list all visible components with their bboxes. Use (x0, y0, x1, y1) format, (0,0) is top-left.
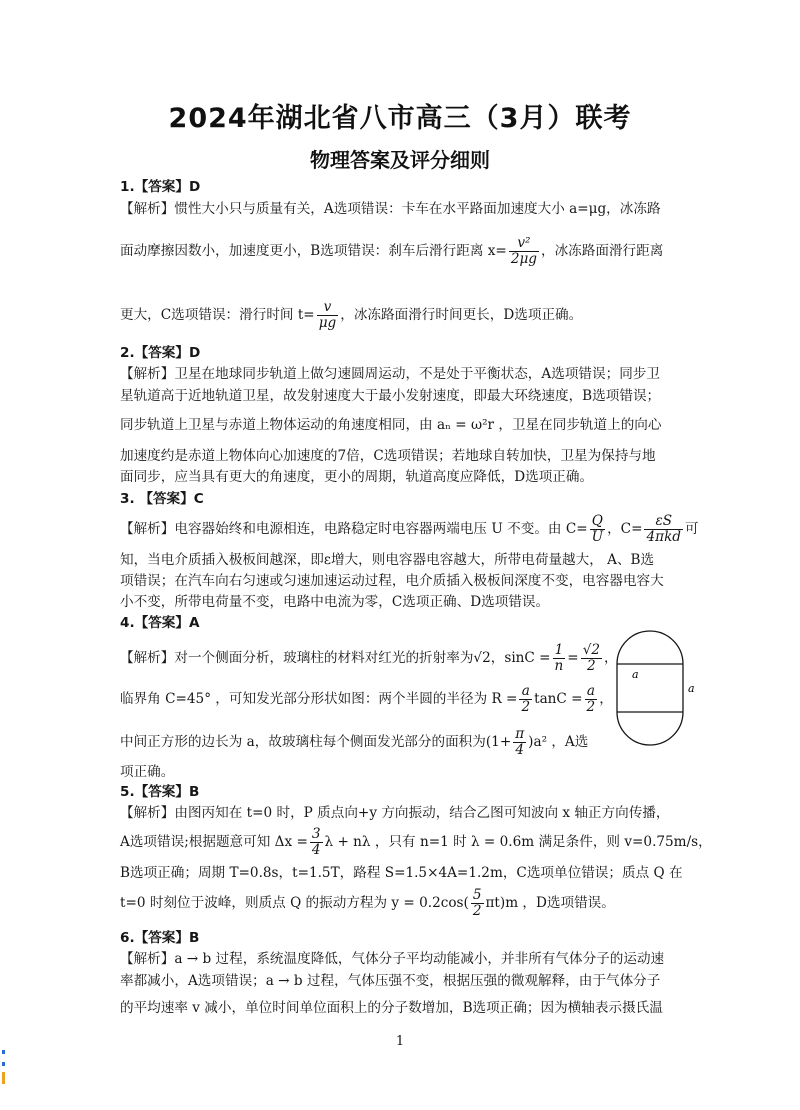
q4-area-fraction (513, 727, 526, 758)
q5-line-1: 【解析】由图丙知在 t=0 时，P 质点向+y 方向振动，结合乙图可知波向 x 轴正方向传播， (120, 805, 670, 821)
q2-line-2: 星轨道高于近地轨道卫星，故发射速度大于最小发射速度，即最大环绕速度，B选项错误； (120, 388, 661, 404)
fraction-denominator: 4πkd (646, 529, 682, 545)
fraction-numerator: a (519, 684, 532, 700)
fraction-numerator: a (585, 684, 598, 700)
q3-line-4: 小不变，所带电荷量不变，电路中电流为零，C选项正确、D选项错误。 (120, 594, 550, 610)
q3-capacitance-fraction (590, 514, 605, 545)
fraction-numerator: v² (509, 236, 539, 252)
edge-mark-blue (2, 1050, 5, 1054)
fraction-denominator: n (554, 658, 564, 674)
q4-line-2-text-a: 临界角 C=45° ，可知发光部分形状如图：两个半圆的半径为 R = (120, 691, 518, 707)
fraction-denominator: 4 (311, 842, 321, 858)
fraction-denominator: 2 (521, 699, 531, 715)
q4-sin-fraction-b (581, 643, 602, 674)
q3-line-1 (120, 514, 699, 545)
q3-line-2: 知，当电介质插入极板间越深，即ε增大，则电容器电容越大，所带电荷量越大， A、B选 (120, 552, 655, 568)
q5-line-4 (120, 888, 615, 919)
fraction-numerator: 3 (311, 826, 321, 842)
page-subtitle: 物理答案及评分细则 (310, 148, 490, 172)
q4-line-3-text-a: 中间正方形的边长为 a，故玻璃柱每个侧面发光部分的面积为(1+ (120, 734, 512, 750)
q2-line-1: 【解析】卫星在地球同步轨道上做匀速圆周运动，不是处于平衡状态，A选项错误；同步卫 (120, 366, 660, 382)
q5-line-3: B选项正确；周期 T=0.8s，t=1.5T，路程 S=1.5×4A=1.2m，C选项单位错误；质点 Q 在 (120, 865, 683, 881)
q3-line-1-text-a: 【解析】电容器始终和电源相连，电路稳定时电容器两端电压 U 不变。由 C= (120, 521, 588, 537)
edge-mark-blue (2, 1062, 5, 1066)
fraction-numerator: v (317, 300, 339, 316)
q5-line-2-text-a: A选项错误;根据题意可知 Δx = (120, 834, 308, 850)
fraction-denominator: μg (318, 315, 337, 331)
q4-line-3-text-b: )a² ，A选 (528, 734, 589, 750)
page-number: 1 (395, 1034, 405, 1049)
q6-line-1: 【解析】a → b 过程，系统温度降低，气体分子平均动能减小，并非所有气体分子的运动速 (120, 951, 665, 967)
q1-answer: 1.【答案】D (120, 179, 201, 195)
q1-line-3-text-a: 更大，C选项错误：滑行时间 t= (120, 307, 315, 323)
page-title: 2024年湖北省八市高三（3月）联考 (168, 103, 632, 134)
q3-line-3: 项错误；在汽车向右匀速或匀速加速运动过程，电介质插入极板间深度不变，电容器电容大 (120, 573, 664, 589)
q5-line-4-text-a: t=0 时刻位于波峰，则质点 Q 的振动方程为 y = 0.2cos( (120, 895, 469, 911)
q4-line-1 (120, 643, 618, 674)
q1-line-3-text-b: ，冰冻路面滑行时间更长，D选项正确。 (340, 307, 583, 323)
q5-phase-fraction (471, 888, 484, 919)
fraction-denominator: 2 (472, 903, 482, 919)
q6-answer: 6.【答案】B (120, 930, 200, 946)
figure-label-inner: a (632, 668, 639, 681)
q1-line-2-text-a: 面动摩擦因数小，加速度更小，B选项错误：刹车后滑行距离 x= (120, 243, 507, 259)
q5-line-4-text-b: πt)m ，D选项错误。 (485, 895, 615, 911)
q1-line-2 (120, 236, 663, 267)
figure-label-outer: a (688, 682, 695, 695)
q5-line-2 (120, 827, 712, 858)
q5-line-2-text-b: λ + nλ ，只有 n=1 时 λ = 0.6m 满足条件，则 v=0.75m/s， (324, 834, 712, 850)
q2-line-4: 加速度约是赤道上物体向心加速度的7倍，C选项错误；若地球自转加快，卫星为保持与地 (120, 448, 656, 464)
q4-line-4: 项正确。 (120, 764, 175, 780)
q3-plate-capacitor-fraction (644, 514, 683, 545)
q4-glow-shape-figure (612, 624, 702, 754)
fraction-numerator: 5 (472, 887, 482, 903)
q3-line-1-text-c: 可 (685, 521, 699, 537)
q1-distance-fraction (509, 236, 539, 267)
q5-wave-fraction (310, 827, 323, 858)
fraction-numerator: εS (644, 514, 683, 530)
q6-line-2: 率都减小，A选项错误；a → b 过程，气体压强不变，根据压强的微观解释，由于气体分子 (120, 973, 661, 989)
q1-time-fraction (317, 300, 339, 331)
edge-mark-orange (2, 1072, 5, 1084)
q4-line-3 (120, 727, 588, 758)
q4-line-1-text-b: = (567, 650, 579, 666)
q4-line-2-text-c: ， (599, 691, 613, 707)
fraction-denominator: 4 (515, 742, 525, 758)
q6-line-3: 的平均速率 v 减小，单位时间单位面积上的分子数增加，B选项正确；因为横轴表示摄氏温 (120, 1000, 663, 1016)
q4-line-1-text-c: ， (604, 650, 618, 666)
q3-line-1-text-b: ，C= (607, 521, 643, 537)
fraction-numerator: Q (590, 514, 605, 530)
fraction-denominator: U (591, 529, 604, 545)
fraction-numerator: √2 (582, 642, 600, 658)
q2-line-3: 同步轨道上卫星与赤道上物体运动的角速度相同，由 aₙ = ω²r ，卫星在同步轨道上的向心 (120, 417, 662, 433)
q2-answer: 2.【答案】D (120, 345, 201, 361)
stadium-outline (617, 631, 683, 745)
fraction-denominator: 2 (586, 699, 596, 715)
q4-radius-fraction-b (585, 684, 598, 715)
q3-answer: 3. 【答案】C (120, 491, 204, 507)
q4-line-2 (120, 684, 613, 715)
fraction-denominator: 2μg (510, 251, 537, 267)
q4-sin-fraction-a (553, 643, 566, 674)
q1-line-3 (120, 300, 582, 331)
q4-line-2-text-b: tanC = (534, 691, 583, 707)
q2-line-5: 面同步，应当具有更大的角速度，更小的周期，轨道高度应降低，D选项正确。 (120, 469, 594, 485)
fraction-numerator: π (515, 726, 525, 742)
q5-answer: 5.【答案】B (120, 784, 200, 800)
q1-line-2-text-b: ，冰冻路面滑行距离 (541, 243, 664, 259)
fraction-numerator: 1 (553, 643, 566, 659)
fraction-denominator: 2 (587, 658, 596, 674)
q1-line-1: 【解析】惯性大小只与质量有关，A选项错误：卡车在水平路面加速度大小 a=μg，冰冻路 (120, 201, 661, 217)
q4-radius-fraction-a (519, 684, 532, 715)
q4-answer: 4.【答案】A (120, 615, 200, 631)
q4-line-1-text-a: 【解析】对一个侧面分析，玻璃柱的材料对红光的折射率为√2，sinC = (120, 650, 551, 666)
